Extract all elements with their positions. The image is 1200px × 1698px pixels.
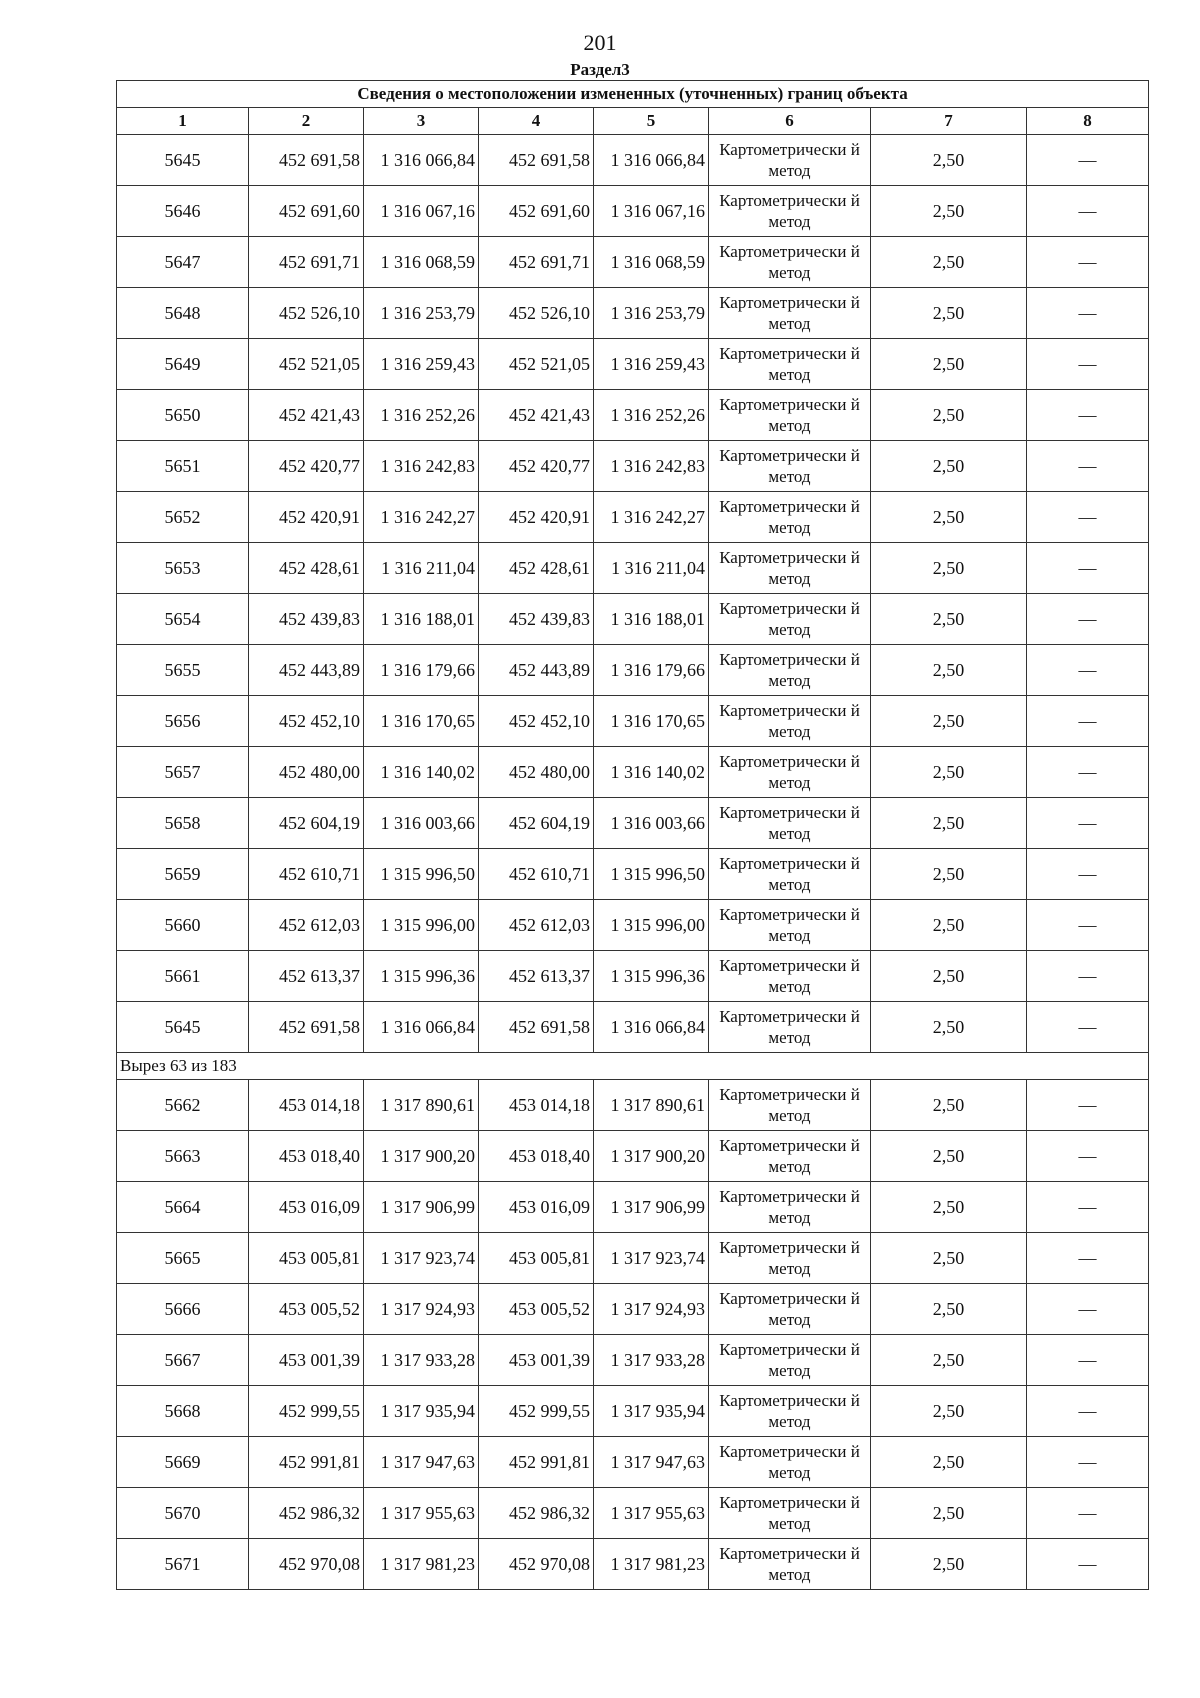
x-refined-cell: 452 439,83 [479, 594, 594, 645]
y-existing-cell: 1 317 981,23 [364, 1539, 479, 1590]
accuracy-cell: 2,50 [871, 543, 1027, 594]
note-cell: — [1027, 1002, 1149, 1053]
column-number-3: 3 [364, 108, 479, 135]
point-number-cell: 5670 [117, 1488, 249, 1539]
x-refined-cell: 452 526,10 [479, 288, 594, 339]
x-existing-cell: 453 014,18 [249, 1080, 364, 1131]
note-cell: — [1027, 1488, 1149, 1539]
y-refined-cell: 1 316 179,66 [594, 645, 709, 696]
x-existing-cell: 452 428,61 [249, 543, 364, 594]
y-existing-cell: 1 316 188,01 [364, 594, 479, 645]
table-row [117, 849, 1149, 900]
y-refined-cell: 1 316 067,16 [594, 186, 709, 237]
table-row [117, 798, 1149, 849]
x-refined-cell: 453 001,39 [479, 1335, 594, 1386]
column-number-2: 2 [249, 108, 364, 135]
point-number-cell: 5671 [117, 1539, 249, 1590]
accuracy-cell: 2,50 [871, 1284, 1027, 1335]
point-number-cell: 5652 [117, 492, 249, 543]
method-cell: Картометрически й метод [709, 237, 871, 288]
point-number-cell: 5661 [117, 951, 249, 1002]
accuracy-cell: 2,50 [871, 1335, 1027, 1386]
y-refined-cell: 1 317 947,63 [594, 1437, 709, 1488]
x-refined-cell: 453 014,18 [479, 1080, 594, 1131]
table-row [117, 594, 1149, 645]
y-existing-cell: 1 316 067,16 [364, 186, 479, 237]
x-existing-cell: 452 610,71 [249, 849, 364, 900]
x-refined-cell: 452 604,19 [479, 798, 594, 849]
method-cell: Картометрически й метод [709, 747, 871, 798]
method-cell: Картометрически й метод [709, 849, 871, 900]
x-refined-cell: 452 999,55 [479, 1386, 594, 1437]
table-row [117, 543, 1149, 594]
method-cell: Картометрически й метод [709, 1335, 871, 1386]
coordinates-table [116, 80, 1149, 1590]
x-existing-cell: 452 613,37 [249, 951, 364, 1002]
column-number-6: 6 [709, 108, 871, 135]
table-row [117, 747, 1149, 798]
note-cell: — [1027, 1539, 1149, 1590]
y-existing-cell: 1 316 253,79 [364, 288, 479, 339]
method-cell: Картометрически й метод [709, 135, 871, 186]
x-refined-cell: 452 420,77 [479, 441, 594, 492]
y-existing-cell: 1 316 242,27 [364, 492, 479, 543]
accuracy-cell: 2,50 [871, 1386, 1027, 1437]
point-number-cell: 5649 [117, 339, 249, 390]
table-row [117, 1080, 1149, 1131]
note-cell: — [1027, 390, 1149, 441]
x-refined-cell: 453 018,40 [479, 1131, 594, 1182]
table-row [117, 900, 1149, 951]
table-row [117, 1386, 1149, 1437]
accuracy-cell: 2,50 [871, 1080, 1027, 1131]
note-cell: — [1027, 1437, 1149, 1488]
accuracy-cell: 2,50 [871, 696, 1027, 747]
table-row [117, 339, 1149, 390]
column-number-row [117, 108, 1149, 135]
table-row [117, 1488, 1149, 1539]
y-refined-cell: 1 316 242,83 [594, 441, 709, 492]
note-cell: — [1027, 1386, 1149, 1437]
point-number-cell: 5667 [117, 1335, 249, 1386]
y-refined-cell: 1 317 900,20 [594, 1131, 709, 1182]
y-existing-cell: 1 317 933,28 [364, 1335, 479, 1386]
y-refined-cell: 1 317 935,94 [594, 1386, 709, 1437]
point-number-cell: 5662 [117, 1080, 249, 1131]
point-number-cell: 5653 [117, 543, 249, 594]
point-number-cell: 5668 [117, 1386, 249, 1437]
note-cell: — [1027, 492, 1149, 543]
y-refined-cell: 1 316 188,01 [594, 594, 709, 645]
method-cell: Картометрически й метод [709, 696, 871, 747]
accuracy-cell: 2,50 [871, 1488, 1027, 1539]
x-refined-cell: 452 480,00 [479, 747, 594, 798]
table-row [117, 1437, 1149, 1488]
method-cell: Картометрически й метод [709, 186, 871, 237]
x-existing-cell: 452 480,00 [249, 747, 364, 798]
accuracy-cell: 2,50 [871, 1182, 1027, 1233]
x-existing-cell: 452 604,19 [249, 798, 364, 849]
y-refined-cell: 1 317 906,99 [594, 1182, 709, 1233]
note-cell: — [1027, 288, 1149, 339]
accuracy-cell: 2,50 [871, 1002, 1027, 1053]
y-existing-cell: 1 316 252,26 [364, 390, 479, 441]
x-refined-cell: 452 610,71 [479, 849, 594, 900]
x-existing-cell: 453 001,39 [249, 1335, 364, 1386]
y-refined-cell: 1 316 170,65 [594, 696, 709, 747]
x-refined-cell: 452 691,58 [479, 1002, 594, 1053]
y-refined-cell: 1 315 996,36 [594, 951, 709, 1002]
accuracy-cell: 2,50 [871, 798, 1027, 849]
x-existing-cell: 453 018,40 [249, 1131, 364, 1182]
point-number-cell: 5657 [117, 747, 249, 798]
method-cell: Картометрически й метод [709, 1233, 871, 1284]
x-existing-cell: 453 016,09 [249, 1182, 364, 1233]
table-row [117, 696, 1149, 747]
y-existing-cell: 1 315 996,50 [364, 849, 479, 900]
note-cell: — [1027, 900, 1149, 951]
y-refined-cell: 1 316 252,26 [594, 390, 709, 441]
y-refined-cell: 1 316 003,66 [594, 798, 709, 849]
x-refined-cell: 452 521,05 [479, 339, 594, 390]
y-refined-cell: 1 317 955,63 [594, 1488, 709, 1539]
x-existing-cell: 452 970,08 [249, 1539, 364, 1590]
point-number-cell: 5666 [117, 1284, 249, 1335]
point-number-cell: 5650 [117, 390, 249, 441]
accuracy-cell: 2,50 [871, 135, 1027, 186]
method-cell: Картометрически й метод [709, 798, 871, 849]
y-existing-cell: 1 316 179,66 [364, 645, 479, 696]
column-number-4: 4 [479, 108, 594, 135]
x-existing-cell: 452 691,60 [249, 186, 364, 237]
note-cell: — [1027, 594, 1149, 645]
x-existing-cell: 452 999,55 [249, 1386, 364, 1437]
x-refined-cell: 452 691,71 [479, 237, 594, 288]
x-existing-cell: 452 443,89 [249, 645, 364, 696]
y-refined-cell: 1 317 924,93 [594, 1284, 709, 1335]
accuracy-cell: 2,50 [871, 237, 1027, 288]
point-number-cell: 5654 [117, 594, 249, 645]
note-cell: — [1027, 186, 1149, 237]
method-cell: Картометрически й метод [709, 1002, 871, 1053]
y-existing-cell: 1 317 947,63 [364, 1437, 479, 1488]
x-existing-cell: 452 420,77 [249, 441, 364, 492]
point-number-cell: 5659 [117, 849, 249, 900]
y-refined-cell: 1 316 259,43 [594, 339, 709, 390]
y-refined-cell: 1 316 253,79 [594, 288, 709, 339]
x-existing-cell: 452 612,03 [249, 900, 364, 951]
point-number-cell: 5648 [117, 288, 249, 339]
column-number-5: 5 [594, 108, 709, 135]
y-refined-cell: 1 316 211,04 [594, 543, 709, 594]
note-cell: — [1027, 798, 1149, 849]
accuracy-cell: 2,50 [871, 849, 1027, 900]
y-existing-cell: 1 317 900,20 [364, 1131, 479, 1182]
x-refined-cell: 453 005,52 [479, 1284, 594, 1335]
x-existing-cell: 452 986,32 [249, 1488, 364, 1539]
y-refined-cell: 1 317 923,74 [594, 1233, 709, 1284]
y-existing-cell: 1 316 259,43 [364, 339, 479, 390]
point-number-cell: 5645 [117, 135, 249, 186]
y-existing-cell: 1 316 140,02 [364, 747, 479, 798]
x-refined-cell: 452 991,81 [479, 1437, 594, 1488]
y-refined-cell: 1 316 068,59 [594, 237, 709, 288]
accuracy-cell: 2,50 [871, 900, 1027, 951]
method-cell: Картометрически й метод [709, 951, 871, 1002]
y-refined-cell: 1 317 890,61 [594, 1080, 709, 1131]
note-cell: — [1027, 1335, 1149, 1386]
table-row [117, 288, 1149, 339]
section-title: Раздел3 [570, 60, 630, 79]
y-refined-cell: 1 316 140,02 [594, 747, 709, 798]
x-refined-cell: 453 005,81 [479, 1233, 594, 1284]
y-existing-cell: 1 316 066,84 [364, 135, 479, 186]
y-existing-cell: 1 316 242,83 [364, 441, 479, 492]
table-row [117, 441, 1149, 492]
method-cell: Картометрически й метод [709, 441, 871, 492]
point-number-cell: 5656 [117, 696, 249, 747]
point-number-cell: 5647 [117, 237, 249, 288]
table-row [117, 1182, 1149, 1233]
x-existing-cell: 452 691,58 [249, 1002, 364, 1053]
method-cell: Картометрически й метод [709, 1539, 871, 1590]
table-row [117, 390, 1149, 441]
method-cell: Картометрически й метод [709, 1437, 871, 1488]
accuracy-cell: 2,50 [871, 1437, 1027, 1488]
y-existing-cell: 1 317 890,61 [364, 1080, 479, 1131]
page-number: 201 [583, 30, 617, 55]
column-number-8: 8 [1027, 108, 1149, 135]
note-cell: — [1027, 696, 1149, 747]
y-existing-cell: 1 316 211,04 [364, 543, 479, 594]
table-row [117, 1284, 1149, 1335]
x-refined-cell: 452 691,58 [479, 135, 594, 186]
y-existing-cell: 1 317 923,74 [364, 1233, 479, 1284]
note-cell: — [1027, 1131, 1149, 1182]
group-label: Вырез 63 из 183 [117, 1053, 1149, 1080]
y-refined-cell: 1 317 933,28 [594, 1335, 709, 1386]
x-existing-cell: 452 452,10 [249, 696, 364, 747]
x-refined-cell: 452 452,10 [479, 696, 594, 747]
method-cell: Картометрически й метод [709, 1386, 871, 1437]
table-row [117, 135, 1149, 186]
y-existing-cell: 1 316 170,65 [364, 696, 479, 747]
column-number-7: 7 [871, 108, 1027, 135]
accuracy-cell: 2,50 [871, 288, 1027, 339]
method-cell: Картометрически й метод [709, 1284, 871, 1335]
note-cell: — [1027, 645, 1149, 696]
accuracy-cell: 2,50 [871, 1539, 1027, 1590]
x-refined-cell: 452 986,32 [479, 1488, 594, 1539]
x-existing-cell: 453 005,52 [249, 1284, 364, 1335]
note-cell: — [1027, 543, 1149, 594]
x-existing-cell: 452 526,10 [249, 288, 364, 339]
y-existing-cell: 1 317 955,63 [364, 1488, 479, 1539]
accuracy-cell: 2,50 [871, 1131, 1027, 1182]
x-existing-cell: 452 421,43 [249, 390, 364, 441]
method-cell: Картометрически й метод [709, 339, 871, 390]
note-cell: — [1027, 441, 1149, 492]
method-cell: Картометрически й метод [709, 1182, 871, 1233]
x-existing-cell: 452 691,71 [249, 237, 364, 288]
accuracy-cell: 2,50 [871, 390, 1027, 441]
accuracy-cell: 2,50 [871, 747, 1027, 798]
method-cell: Картометрически й метод [709, 1488, 871, 1539]
y-existing-cell: 1 316 066,84 [364, 1002, 479, 1053]
accuracy-cell: 2,50 [871, 492, 1027, 543]
x-refined-cell: 452 421,43 [479, 390, 594, 441]
y-refined-cell: 1 315 996,50 [594, 849, 709, 900]
x-existing-cell: 452 439,83 [249, 594, 364, 645]
note-cell: — [1027, 1182, 1149, 1233]
x-refined-cell: 452 420,91 [479, 492, 594, 543]
method-cell: Картометрически й метод [709, 288, 871, 339]
x-existing-cell: 452 521,05 [249, 339, 364, 390]
x-refined-cell: 452 612,03 [479, 900, 594, 951]
point-number-cell: 5663 [117, 1131, 249, 1182]
x-refined-cell: 452 428,61 [479, 543, 594, 594]
table-row [117, 1233, 1149, 1284]
x-refined-cell: 452 691,60 [479, 186, 594, 237]
note-cell: — [1027, 849, 1149, 900]
y-refined-cell: 1 317 981,23 [594, 1539, 709, 1590]
table-row [117, 645, 1149, 696]
accuracy-cell: 2,50 [871, 594, 1027, 645]
x-existing-cell: 452 991,81 [249, 1437, 364, 1488]
table-row [117, 951, 1149, 1002]
method-cell: Картометрически й метод [709, 594, 871, 645]
point-number-cell: 5651 [117, 441, 249, 492]
note-cell: — [1027, 1080, 1149, 1131]
accuracy-cell: 2,50 [871, 186, 1027, 237]
method-cell: Картометрически й метод [709, 492, 871, 543]
table-row [117, 492, 1149, 543]
table-row [117, 1335, 1149, 1386]
y-refined-cell: 1 315 996,00 [594, 900, 709, 951]
method-cell: Картометрически й метод [709, 1080, 871, 1131]
method-cell: Картометрически й метод [709, 645, 871, 696]
y-refined-cell: 1 316 242,27 [594, 492, 709, 543]
table-row [117, 186, 1149, 237]
y-refined-cell: 1 316 066,84 [594, 1002, 709, 1053]
accuracy-cell: 2,50 [871, 339, 1027, 390]
group-label-row [117, 1053, 1149, 1080]
x-refined-cell: 452 443,89 [479, 645, 594, 696]
x-existing-cell: 452 420,91 [249, 492, 364, 543]
point-number-cell: 5660 [117, 900, 249, 951]
y-existing-cell: 1 316 003,66 [364, 798, 479, 849]
y-existing-cell: 1 317 906,99 [364, 1182, 479, 1233]
y-existing-cell: 1 317 924,93 [364, 1284, 479, 1335]
y-refined-cell: 1 316 066,84 [594, 135, 709, 186]
x-refined-cell: 452 613,37 [479, 951, 594, 1002]
x-refined-cell: 452 970,08 [479, 1539, 594, 1590]
table-row [117, 1539, 1149, 1590]
accuracy-cell: 2,50 [871, 951, 1027, 1002]
x-refined-cell: 453 016,09 [479, 1182, 594, 1233]
point-number-cell: 5646 [117, 186, 249, 237]
note-cell: — [1027, 1284, 1149, 1335]
note-cell: — [1027, 237, 1149, 288]
note-cell: — [1027, 135, 1149, 186]
table-row [117, 1131, 1149, 1182]
point-number-cell: 5645 [117, 1002, 249, 1053]
point-number-cell: 5655 [117, 645, 249, 696]
method-cell: Картометрически й метод [709, 390, 871, 441]
point-number-cell: 5665 [117, 1233, 249, 1284]
point-number-cell: 5669 [117, 1437, 249, 1488]
x-existing-cell: 452 691,58 [249, 135, 364, 186]
note-cell: — [1027, 747, 1149, 798]
note-cell: — [1027, 1233, 1149, 1284]
point-number-cell: 5664 [117, 1182, 249, 1233]
y-existing-cell: 1 315 996,00 [364, 900, 479, 951]
y-existing-cell: 1 317 935,94 [364, 1386, 479, 1437]
method-cell: Картометрически й метод [709, 900, 871, 951]
note-cell: — [1027, 339, 1149, 390]
table-row [117, 1002, 1149, 1053]
x-existing-cell: 453 005,81 [249, 1233, 364, 1284]
accuracy-cell: 2,50 [871, 645, 1027, 696]
point-number-cell: 5658 [117, 798, 249, 849]
accuracy-cell: 2,50 [871, 441, 1027, 492]
table-body [117, 135, 1149, 1590]
y-existing-cell: 1 315 996,36 [364, 951, 479, 1002]
column-number-1: 1 [117, 108, 249, 135]
note-cell: — [1027, 951, 1149, 1002]
y-existing-cell: 1 316 068,59 [364, 237, 479, 288]
method-cell: Картометрически й метод [709, 1131, 871, 1182]
accuracy-cell: 2,50 [871, 1233, 1027, 1284]
table-row [117, 237, 1149, 288]
method-cell: Картометрически й метод [709, 543, 871, 594]
table-caption: Сведения о местоположении измененных (уточненных) границ объекта [117, 81, 1149, 108]
